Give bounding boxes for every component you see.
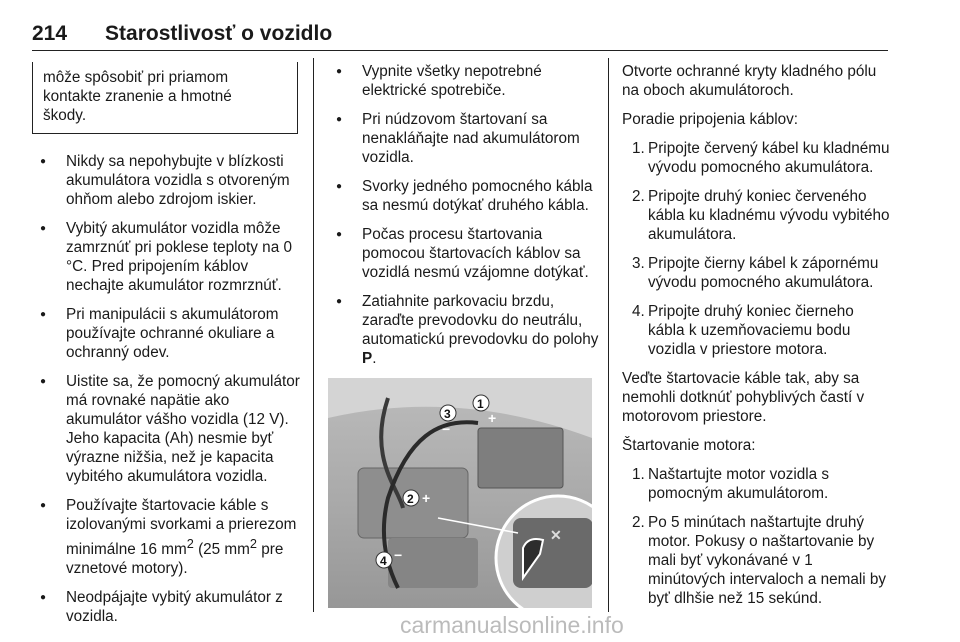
list-item: ● Vybitý akumulátor vozidla môže zamrznúť pri poklese teploty na 0 °C. Pred pripojením káblov nechajte akumulátor rozmrznúť. (32, 219, 300, 295)
step-item (622, 254, 890, 292)
cables-text: (25 mm (198, 541, 250, 559)
bullet-text: . (372, 350, 377, 367)
jump-start-illustration (328, 378, 592, 608)
warning-box (32, 62, 298, 134)
step-text: Pripojte čierny kábel k zápornému vývodu pomocného akumulátora. (648, 255, 879, 291)
list-item: ● Svorky jedného pomocného kábla sa nesmú dotýkať druhého kábla. (328, 177, 600, 215)
cables-text: Používajte štartovacie káble s izolovanými svorkami a prierezom minimálne 16 mm (66, 497, 297, 559)
warning-line: môže spôsobiť pri priamom (43, 69, 229, 86)
gear-position: P (362, 350, 373, 367)
step-number: 4. (632, 303, 645, 320)
label-1: 1 (477, 397, 484, 411)
page-title: Starostlivosť o vozidlo (105, 22, 333, 45)
label-3: 3 (444, 407, 451, 421)
list-item-cables (32, 496, 300, 578)
page-number: 214 (32, 22, 68, 45)
cables-text: pre vznetové motory). (66, 541, 284, 578)
step-text: Pripojte druhý koniec červeného kábla ku kladnému vývodu vybitého akumulátora. (648, 188, 890, 243)
step-text: Po 5 minútach naštartujte druhý motor. Pokusy o naštartovanie by mali byť vykonávané v 1 minútových intervaloch a nemali by byť dlhšie než 15 sekúnd. (648, 514, 887, 607)
connect-steps (622, 139, 890, 359)
warning-line: kontakte zranenie a hmotné (43, 88, 232, 105)
column-divider (313, 58, 314, 612)
step-number: 3. (632, 255, 645, 272)
step-item (622, 302, 890, 359)
step-text: Pripojte červený kábel ku kladnému vývodu pomocného akumulátora. (648, 140, 890, 176)
plus-icon: + (488, 410, 497, 426)
list-item: ● Uistite sa, že pomocný akumulátor má rovnaké napätie ako akumulátor vášho vozidla (12 V). Jeho kapacita (Ah) nesmie byť výrazne nižšia, než je kapacita vybitého akumulátora vozidla. (32, 372, 300, 486)
engine-bay-image (328, 378, 592, 608)
watermark: carmanualsonline.info (400, 612, 624, 638)
column-1 (32, 62, 300, 636)
step-number: 2. (632, 514, 645, 531)
plus-icon: + (422, 490, 431, 506)
superscript: 2 (186, 536, 194, 551)
label-2: 2 (407, 492, 414, 506)
warning-line: škody. (43, 107, 87, 124)
start-steps (622, 465, 890, 608)
list-item: ● Pri núdzovom štartovaní sa nenakláňajte nad akumulátorom vozidla. (328, 110, 600, 167)
step-text: Pripojte druhý koniec čierneho kábla k uzemňovaciemu bodu vozidla v priestore motora. (648, 303, 854, 358)
page-header (32, 22, 332, 46)
list-item: ● Počas procesu štartovania pomocou štartovacích káblov sa vozidlá nesmú vzájomne dotýkať. (328, 225, 600, 282)
start-heading: Štartovanie motora: (622, 437, 756, 454)
superscript: 2 (249, 536, 257, 551)
step-item (622, 139, 890, 177)
list-item: ● Nikdy sa nepohybujte v blízkosti akumulátora vozidla s otvoreným ohňom alebo zdrojom iskier. (32, 152, 300, 209)
minus-icon: − (442, 421, 451, 437)
engine-part (388, 538, 478, 588)
step-item (622, 187, 890, 244)
step-number: 1. (632, 140, 645, 157)
step-number: 2. (632, 188, 645, 205)
step-text: Naštartujte motor vozidla s pomocným akumulátorom. (648, 466, 830, 502)
cross-icon: ✕ (550, 527, 562, 543)
column-2 (328, 62, 600, 608)
connect-heading: Poradie pripojenia káblov: (622, 111, 799, 128)
header-rule (32, 50, 888, 51)
label-4: 4 (380, 554, 387, 568)
intro-paragraph: Otvorte ochranné kryty kladného pólu na oboch akumulátoroch. (622, 63, 877, 99)
column-divider (608, 58, 609, 612)
bullet-text: Zatiahnite parkovaciu brzdu, zaraďte prevodovku do neutrálu, automatickú prevodovku do polohy (362, 293, 599, 348)
list-item (328, 292, 600, 368)
step-item (622, 465, 890, 503)
column-3 (622, 62, 890, 618)
preparation-list (328, 62, 600, 368)
list-item: ● Pri manipulácii s akumulátorom používajte ochranné okuliare a ochranný odev. (32, 305, 300, 362)
step-number: 1. (632, 466, 645, 483)
battery-shape (478, 428, 563, 488)
list-item: ● Vypnite všetky nepotrebné elektrické spotrebiče. (328, 62, 600, 100)
step-item (622, 513, 890, 608)
route-note: Veďte štartovacie káble tak, aby sa nemohli dotknúť pohyblivých častí v motorovom priestore. (622, 370, 865, 425)
list-item: ● Neodpájajte vybitý akumulátor z vozidla. (32, 588, 300, 626)
safety-list (32, 152, 300, 626)
minus-icon: − (394, 547, 403, 563)
